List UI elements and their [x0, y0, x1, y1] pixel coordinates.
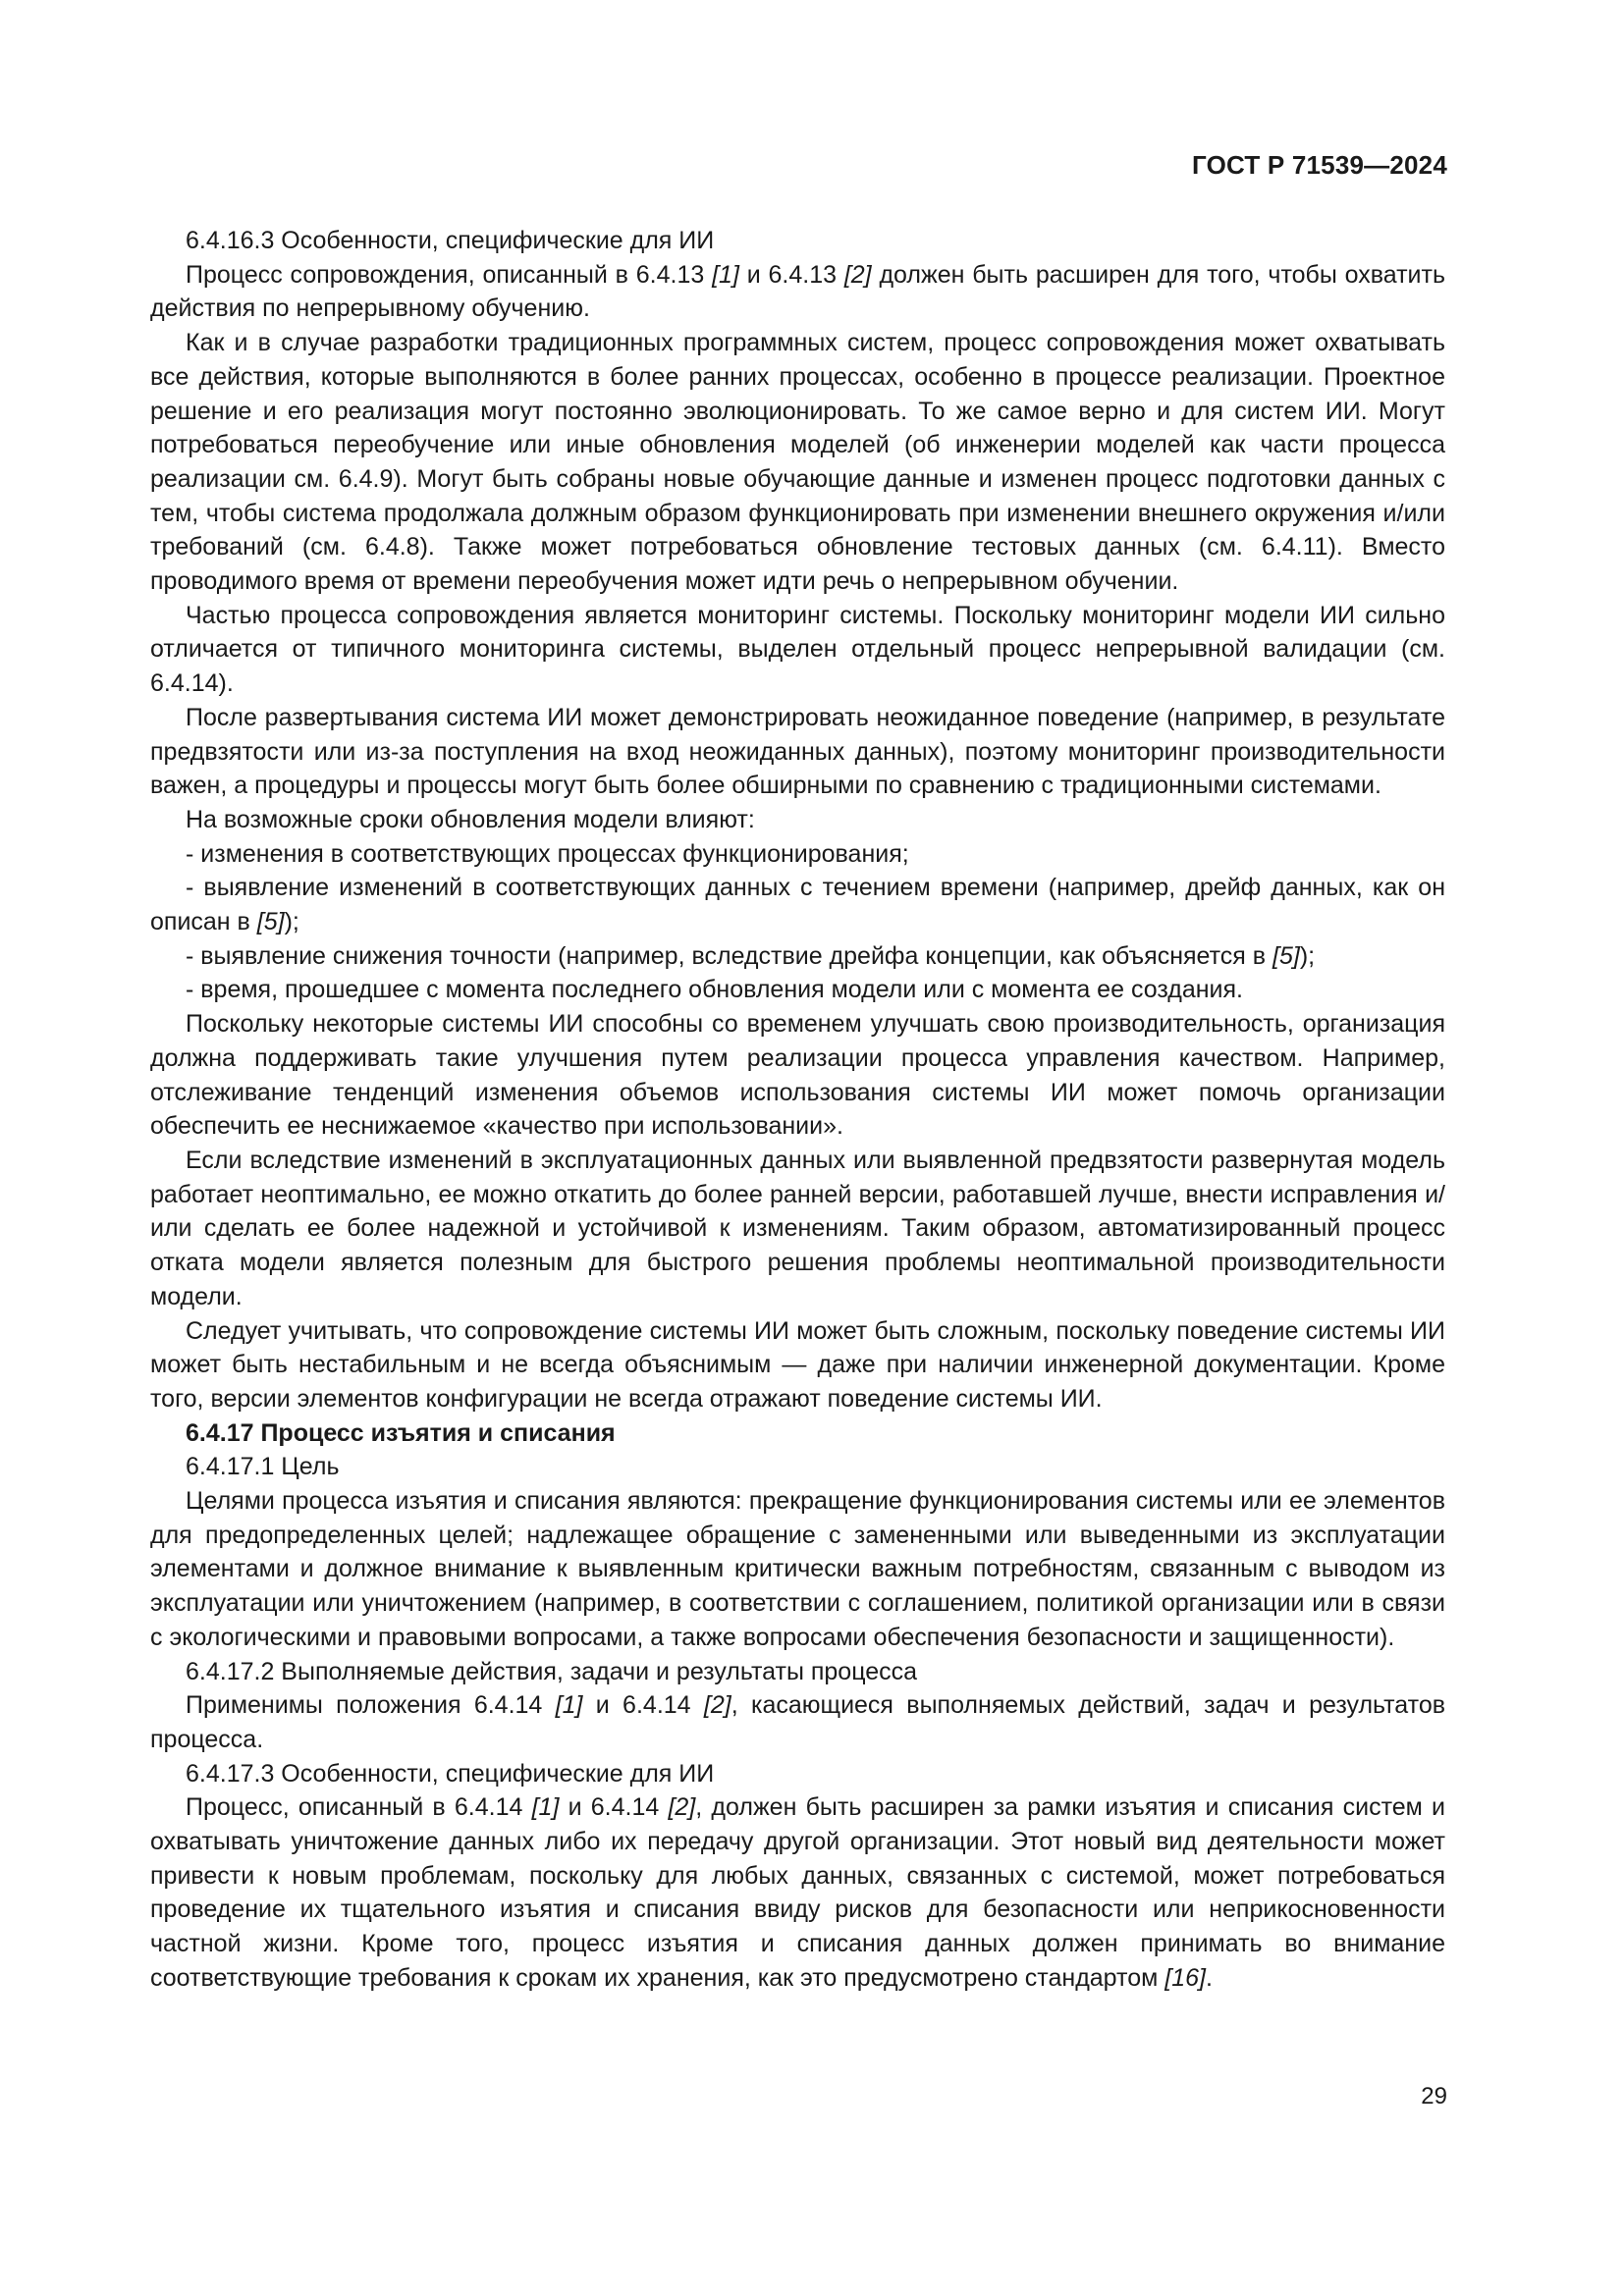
paragraph-text: Следует учитывать, что сопровождение системы ИИ может быть сложным, поскольку поведение системы ИИ может быть нестабильным и не всегда объяснимым — даже при наличии инженерной документации. Кроме того, версии элементов конфигурации не всегда отражают поведение системы ИИ.	[150, 1316, 1445, 1413]
paragraph-text: Процесс, описанный в 6.4.14	[186, 1793, 532, 1822]
paragraph-text: Поскольку некоторые системы ИИ способны со временем улучшать свою производительность, организация должна поддерживать такие улучшения путем реализации процесса управления качеством. Например, отслеживание тенденций изменения объемов использования системы ИИ может помочь организации обеспечить ее неснижаемое «качество при использовании».	[150, 1010, 1445, 1141]
body-paragraph	[150, 1790, 1445, 1995]
paragraph-text: - выявление снижения точности (например, вследствие дрейфа концепции, как объясняется в	[186, 941, 1273, 970]
body-paragraph	[150, 1484, 1445, 1655]
body-paragraph	[150, 1314, 1445, 1416]
body-paragraph	[150, 701, 1445, 803]
reference-citation: [5]	[256, 908, 285, 936]
subsection-heading: 6.4.16.3 Особенности, специфические для ИИ	[186, 227, 715, 254]
body-paragraph	[150, 258, 1445, 326]
subsection-heading: 6.4.17.3 Особенности, специфические для ИИ	[186, 1759, 715, 1788]
reference-citation: [2]	[703, 1691, 731, 1720]
paragraph-text: и 6.4.14	[559, 1793, 669, 1822]
body-paragraph	[150, 973, 1445, 1007]
body-paragraph	[150, 326, 1445, 599]
paragraph-text: и 6.4.13	[738, 260, 844, 289]
subsection-heading: 6.4.17.1 Цель	[186, 1453, 340, 1481]
paragraph-text: - изменения в соответствующих процессах функционирования;	[186, 839, 909, 868]
paragraph-text: );	[1299, 941, 1316, 970]
paragraph-text: , должен быть расширен за рамки изъятия и списания систем и охватывать уничтожение данных либо их передачу другой организации. Этот новый вид деятельности может привести к новым проблемам, поскольку для любых данных, связанных с системой, может потребоваться проведение их тщательного изъятия и списания ввиду рисков для безопасности или неприкосновенности частной жизни. Кроме того, процесс изъятия и списания данных должен принимать во внимание соответствующие требования к срокам их хранения, как это предусмотрено стандартом	[150, 1793, 1446, 1992]
page-number: 29	[1421, 2083, 1447, 2109]
paragraph-text: - время, прошедшее с момента последнего обновления модели или с момента ее создания.	[186, 976, 1244, 1004]
paragraph-text: Целями процесса изъятия и списания являются: прекращение функционирования системы или ее элементов для предопределенных целей; надлежащее обращение с замененными или выведенными из эксплуатации элементами и должное внимание к выявленным критически важным потребностям, связанным с выводом из эксплуатации или уничтожением (например, в соответствии с соглашением, политикой организации или в связи с экологическими и правовыми вопросами, а также вопросами обеспечения безопасности и защищенности).	[150, 1487, 1445, 1651]
document-body	[150, 224, 1445, 1996]
paragraph-text: , касающиеся выполняемых действий, задач и результатов процесса.	[150, 1691, 1445, 1753]
paragraph-text: Как и в случае разработки традиционных программных систем, процесс сопровождения может охватывать все действия, которые выполняются в более ранних процессах, особенно в процессе реализации. Проектное решение и его реализация могут постоянно эволюционировать. То же самое верно и для систем ИИ. Могут потребоваться переобучение или иные обновления моделей (об инженерии моделей как части процесса реализации см. 6.4.9). Могут быть собраны новые обучающие данные и изменен процесс подготовки данных с тем, чтобы система продолжала должным образом функционировать при изменении внешнего окружения и/или требований (см. 6.4.8). Также может потребоваться обновление тестовых данных (см. 6.4.11). Вместо проводимого время от времени переобучения может идти речь о непрерывном обучении.	[150, 329, 1445, 596]
reference-citation: [1]	[555, 1691, 583, 1720]
section-heading: 6.4.17 Процесс изъятия и списания	[186, 1418, 616, 1447]
paragraph-text: После развертывания система ИИ может демонстрировать неожиданное поведение (например, в результате предвзятости или из-за поступления на вход неожиданных данных), поэтому мониторинг производительности важен, а процедуры и процессы могут быть более обширными по сравнению с традиционными системами.	[150, 703, 1445, 800]
paragraph-text: );	[284, 908, 299, 936]
paragraph-text: Если вследствие изменений в эксплуатационных данных или выявленной предвзятости развернутая модель работает неоптимально, ее можно откатить до более ранней версии, работавшей лучше, внести исправления и/или сделать ее более надежной и устойчивой к изменениям. Таким образом, автоматизированный процесс отката модели является полезным для быстрого решения проблемы неоптимальной производительности модели.	[150, 1146, 1445, 1310]
body-paragraph	[150, 599, 1445, 701]
paragraph-text: На возможные сроки обновления модели влияют:	[186, 805, 755, 833]
body-paragraph	[150, 1007, 1445, 1144]
subsection-heading: 6.4.17.2 Выполняемые действия, задачи и результаты процесса	[186, 1657, 918, 1685]
paragraph-text: Применимы положения 6.4.14	[186, 1691, 556, 1720]
paragraph-text: .	[1205, 1963, 1213, 1992]
paragraph-text: и 6.4.14	[582, 1691, 704, 1720]
body-paragraph	[150, 1688, 1445, 1756]
document-header: ГОСТ Р 71539—2024	[1192, 150, 1447, 180]
reference-citation: [5]	[1272, 941, 1300, 970]
reference-citation: [2]	[668, 1793, 696, 1822]
reference-citation: [1]	[531, 1793, 560, 1822]
paragraph-text: - выявление изменений в соответствующих данных с течением времени (например, дрейф данных, как он описан в	[150, 874, 1445, 936]
reference-citation: [2]	[843, 260, 872, 289]
reference-citation: [1]	[712, 260, 739, 289]
body-paragraph	[150, 939, 1445, 974]
body-paragraph	[150, 803, 1445, 837]
body-paragraph	[150, 837, 1445, 872]
paragraph-text: Процесс сопровождения, описанный в 6.4.13	[186, 260, 713, 289]
body-paragraph	[150, 1144, 1445, 1314]
paragraph-text: Частью процесса сопровождения является мониторинг системы. Поскольку мониторинг модели ИИ сильно отличается от типичного мониторинга системы, выделен отдельный процесс непрерывной валидации (см. 6.4.14).	[150, 601, 1445, 698]
reference-citation: [16]	[1164, 1963, 1206, 1992]
paragraph-text: должен быть расширен для того, чтобы охватить действия по непрерывному обучению.	[150, 260, 1445, 323]
body-paragraph	[150, 871, 1445, 938]
